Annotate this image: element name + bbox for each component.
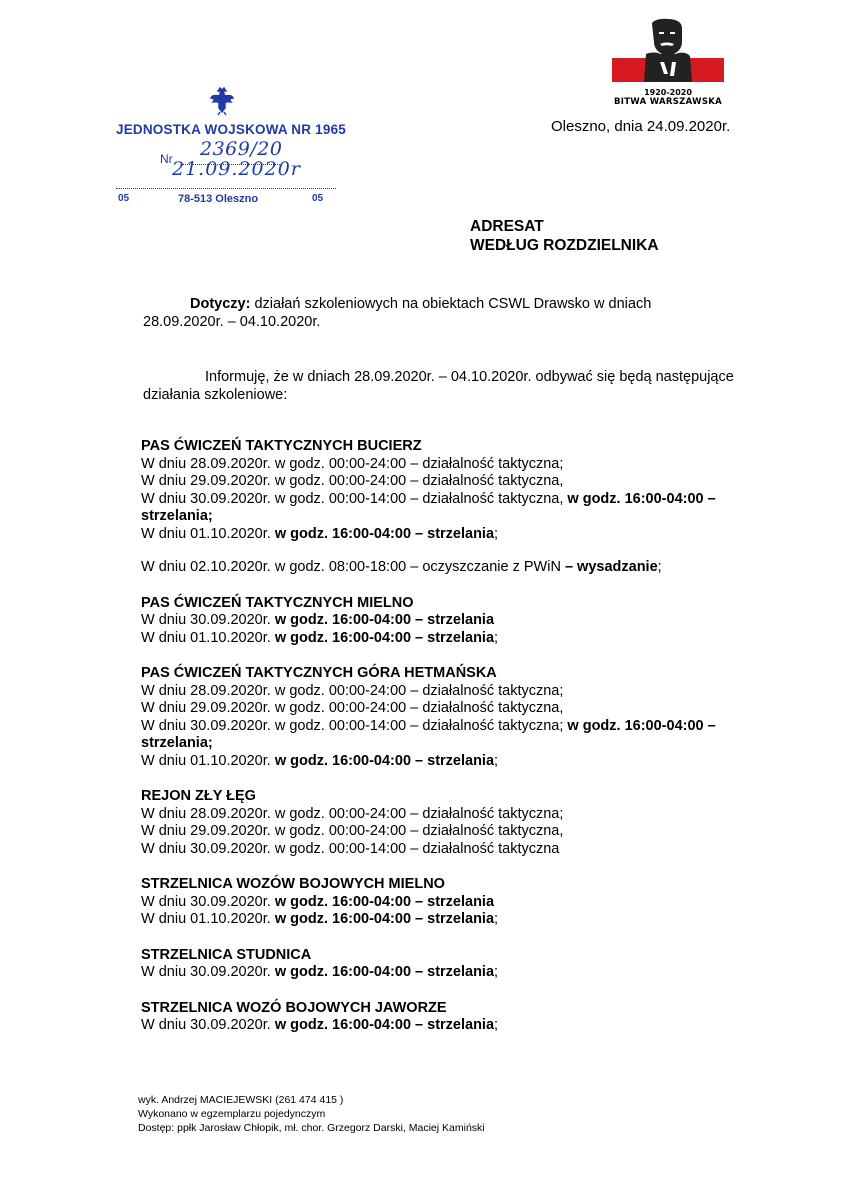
- schedule-text: W dniu 30.09.2020r.: [141, 612, 275, 628]
- schedule-bold: strzelania;: [141, 735, 213, 751]
- anniversary-logo: [612, 18, 724, 110]
- schedule-text: W dniu 01.10.2020r.: [141, 911, 275, 927]
- schedule-bold: w godz. 16:00-04:00 – strzelania: [274, 525, 495, 542]
- schedule-line: [141, 612, 781, 630]
- schedule-line: [141, 911, 781, 929]
- nr-label: Nr: [160, 152, 173, 166]
- schedule-line: W dniu 30.09.2020r. w godz. 00:00-14:00 – działalność taktyczna: [141, 840, 560, 857]
- section-strzelnica-mielno: [141, 876, 781, 929]
- schedule-text: W dniu 01.10.2020r.: [141, 525, 275, 542]
- schedule-text: W dniu 30.09.2020r.: [141, 964, 275, 980]
- schedule-text: ;: [494, 525, 499, 542]
- schedule-line: [141, 753, 781, 771]
- section-title: PAS ĆWICZEŃ TAKTYCZNYCH BUCIERZ: [141, 438, 422, 454]
- footer-author: wyk. Andrzej MACIEJEWSKI (261 474 415 ): [138, 1094, 344, 1106]
- schedule-text: W dniu 30.09.2020r. w godz. 00:00-14:00 – działalność taktyczna;: [141, 717, 568, 734]
- addressee: [470, 217, 659, 255]
- schedule-line: [141, 526, 781, 544]
- logo-name: BITWA WARSZAWSKA: [613, 97, 723, 107]
- date-dotted-line: [116, 188, 336, 189]
- section-zly-leg: [141, 788, 781, 858]
- schedule-text: W dniu 30.09.2020r.: [141, 1017, 275, 1033]
- subject-label: Dotyczy:: [190, 296, 251, 312]
- schedule-bold: w godz. 16:00-04:00 –: [567, 717, 716, 734]
- schedule-bold: w godz. 16:00-04:00 – strzelania: [274, 964, 495, 980]
- schedule-text: W dniu 01.10.2020r.: [141, 629, 275, 646]
- unit-name: JEDNOSTKA WOJSKOWA NR 1965: [116, 122, 346, 137]
- schedule-line: [141, 735, 781, 753]
- schedule-text: ;: [494, 964, 499, 980]
- schedule-text: W dniu 01.10.2020r.: [141, 752, 275, 769]
- subject-text-2: 28.09.2020r. – 04.10.2020r.: [143, 313, 321, 330]
- schedule-line: [141, 559, 781, 577]
- logo-years: 1920-2020: [644, 88, 692, 97]
- schedule-text: ;: [494, 1017, 499, 1033]
- section-mielno: [141, 595, 781, 648]
- schedule-bold: – wysadzanie: [564, 559, 658, 575]
- schedule-text: W dniu 30.09.2020r. w godz. 00:00-14:00 – działalność taktyczna,: [141, 490, 568, 507]
- schedule-text: W dniu 02.10.2020r. w godz. 08:00-18:00 – oczyszczanie z PWiN: [141, 559, 565, 575]
- place-and-date: Oleszno, dnia 24.09.2020r.: [551, 118, 731, 135]
- training-sections: [141, 438, 781, 1035]
- section-title: STRZELNICA WOZÓ BOJOWYCH JAWORZE: [141, 999, 447, 1016]
- schedule-bold: w godz. 16:00-04:00 –: [567, 490, 716, 507]
- date-handwritten: 21.09.2020r: [172, 158, 301, 180]
- schedule-text: ;: [494, 911, 499, 927]
- schedule-line: [141, 630, 781, 648]
- eagle-emblem-icon: [209, 86, 235, 116]
- schedule-line: [141, 1017, 781, 1035]
- schedule-bold: w godz. 16:00-04:00 – strzelania: [274, 1017, 495, 1033]
- addressee-line-2: WEDŁUG ROZDZIELNIKA: [470, 237, 659, 254]
- subject-line-1: [143, 296, 743, 314]
- subject-text-1: działań szkoleniowych na obiektach CSWL Drawsko w dniach: [250, 296, 652, 312]
- schedule-text: W dniu 30.09.2020r.: [141, 893, 275, 910]
- portrait-flag-icon: [612, 18, 724, 88]
- section-strzelnica-studnica: [141, 947, 781, 982]
- schedule-line: W dniu 29.09.2020r. w godz. 00:00-24:00 – działalność taktyczna,: [141, 700, 564, 716]
- schedule-text: ;: [494, 629, 499, 646]
- schedule-text: ;: [494, 752, 499, 769]
- schedule-bold: w godz. 16:00-04:00 – strzelania: [274, 612, 495, 628]
- schedule-bold: w godz. 16:00-04:00 – strzelania: [274, 629, 495, 646]
- section-bucierz: [141, 438, 781, 577]
- stamp-right-code: 05: [312, 193, 324, 204]
- section-title: PAS ĆWICZEŃ TAKTYCZNYCH GÓRA HETMAŃSKA: [141, 665, 497, 681]
- footer-copies: Wykonano w egzemplarzu pojedynczym: [138, 1108, 326, 1120]
- schedule-bold: w godz. 16:00-04:00 – strzelania: [274, 893, 495, 910]
- schedule-line: W dniu 28.09.2020r. w godz. 00:00-24:00 – działalność taktyczna;: [141, 682, 564, 699]
- section-title: STRZELNICA WOZÓW BOJOWYCH MIELNO: [141, 876, 445, 892]
- section-title: PAS ĆWICZEŃ TAKTYCZNYCH MIELNO: [141, 594, 414, 611]
- schedule-line: [141, 964, 781, 982]
- footer-notes: [138, 1093, 485, 1135]
- section-strzelnica-jaworze: [141, 1000, 781, 1035]
- addressee-line-1: ADRESAT: [470, 218, 544, 235]
- intro-paragraph: [143, 369, 768, 404]
- schedule-line: [141, 508, 781, 526]
- registration-stamp: [112, 86, 352, 206]
- footer-access: Dostęp: ppłk Jarosław Chłopik, mł. chor. Grzegorz Darski, Maciej Kamiński: [138, 1122, 485, 1134]
- schedule-bold: strzelania;: [141, 508, 213, 524]
- section-title: STRZELNICA STUDNICA: [141, 946, 312, 963]
- section-gora-hetmanska: [141, 665, 781, 770]
- schedule-line: W dniu 28.09.2020r. w godz. 00:00-24:00 – działalność taktyczna;: [141, 455, 564, 472]
- schedule-line: [141, 718, 781, 736]
- schedule-line: [141, 491, 781, 509]
- stamp-postal-address: 78-513 Oleszno: [178, 193, 259, 205]
- nr-handwritten: 2369/20: [200, 138, 283, 160]
- stamp-left-code: 05: [118, 193, 130, 204]
- schedule-line: W dniu 29.09.2020r. w godz. 00:00-24:00 – działalność taktyczna,: [141, 473, 564, 489]
- schedule-bold: w godz. 16:00-04:00 – strzelania: [274, 911, 495, 927]
- schedule-bold: w godz. 16:00-04:00 – strzelania: [274, 752, 495, 769]
- schedule-line: W dniu 29.09.2020r. w godz. 00:00-24:00 – działalność taktyczna,: [141, 823, 564, 839]
- intro-line-2: działania szkoleniowe:: [143, 386, 288, 403]
- schedule-text: ;: [657, 559, 662, 575]
- subject-paragraph: [143, 296, 743, 331]
- intro-line-1: Informuję, że w dniach 28.09.2020r. – 04.10.2020r. odbywać się będą następujące: [205, 369, 734, 385]
- schedule-line: [141, 894, 781, 912]
- schedule-line: W dniu 28.09.2020r. w godz. 00:00-24:00 – działalność taktyczna;: [141, 805, 564, 822]
- section-title: REJON ZŁY ŁĘG: [141, 788, 256, 804]
